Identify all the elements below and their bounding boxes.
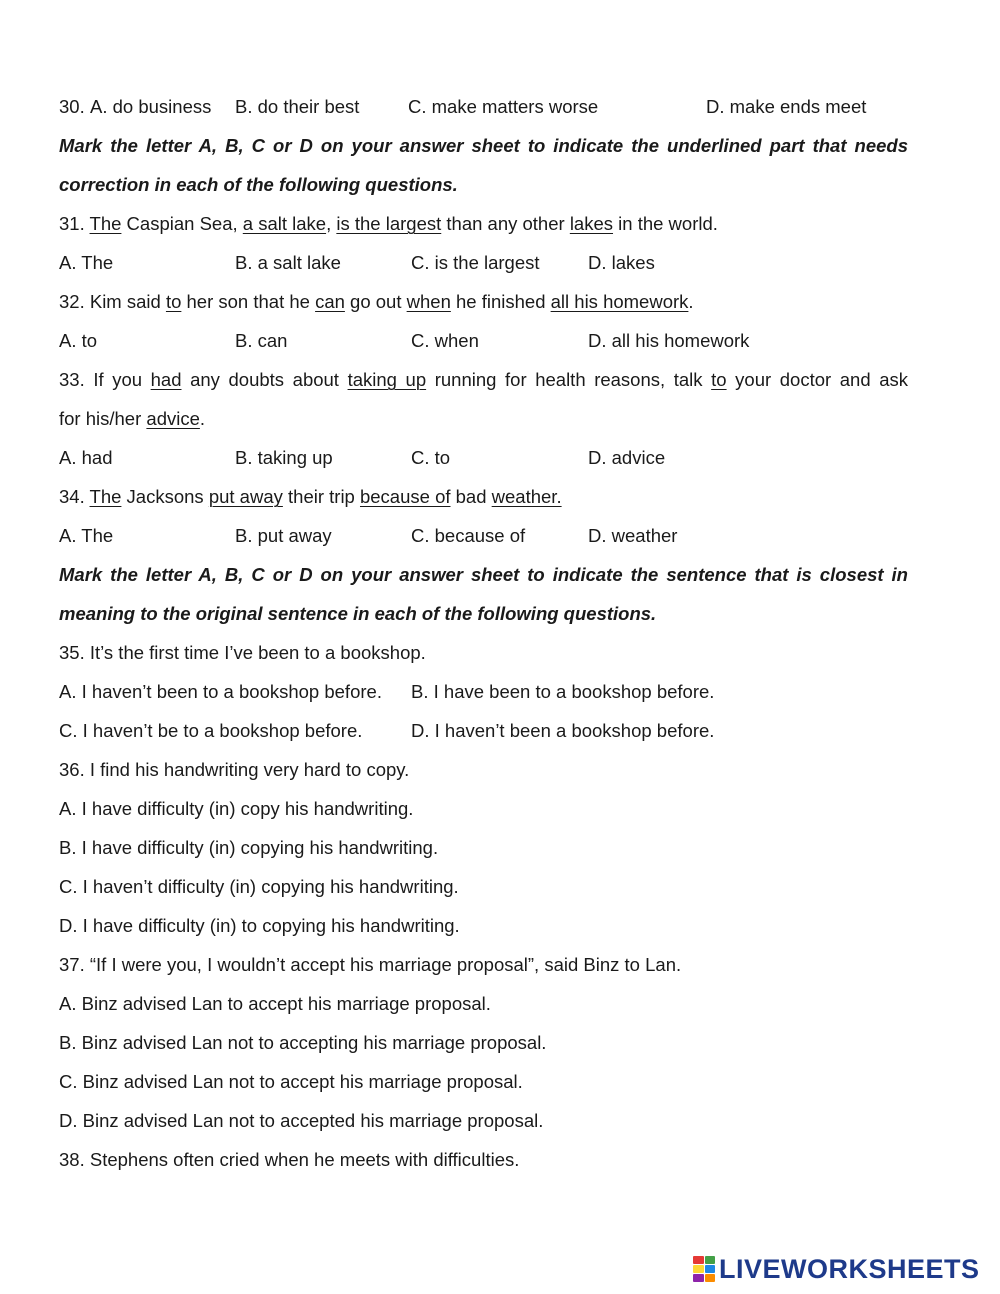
q34-option-d[interactable]: D. weather [588,525,678,546]
q31-option-d[interactable]: D. lakes [588,252,655,273]
q32-option-c[interactable]: C. when [411,330,479,351]
q36-option-a[interactable]: A. I have difficulty (in) copy his handwriting. [59,798,414,819]
q33-text: . [199,408,206,429]
q32-stem [59,282,908,321]
worksheet-page [59,87,908,1179]
q33-text: your doctor and ask [726,369,909,390]
q34-option-c[interactable]: C. because of [411,525,526,546]
q32-option-a[interactable]: A. to [59,330,98,351]
q34-text: Jacksons [121,486,209,507]
q31-text: in the world. [613,213,718,234]
q30-option-a[interactable]: A. do business [90,96,212,117]
q31-option-a[interactable]: A. The [59,252,114,273]
q33-underline-d: advice [146,408,200,429]
q32-underline-d: all his homework [550,291,689,312]
q33-option-a[interactable]: A. had [59,447,113,468]
q30-option-d[interactable]: D. make ends meet [706,96,867,117]
q35-options-ab [59,672,908,711]
q36-option-d[interactable]: D. I have difficulty (in) to copying his handwriting. [59,915,460,936]
q33-stem-line2 [59,399,908,438]
q32-underline-b: can [315,291,345,312]
q32-underline-a: to [165,291,182,312]
instruction-error-identification-line2: correction in each of the following questions. [59,174,458,195]
q33-options [59,438,908,477]
q31-number: 31. [59,213,85,234]
q32-underline-c: when [406,291,451,312]
q33-stem-line1 [59,360,908,399]
q35-option-b[interactable]: B. I have been to a bookshop before. [411,681,715,702]
q31-underline-c: is the largest [336,213,442,234]
q34-underline-b: put away [208,486,283,507]
q35-stem: 35. It’s the first time I’ve been to a bookshop. [59,642,426,663]
q36-stem: 36. I find his handwriting very hard to copy. [59,759,410,780]
q32-text: her son that he [181,291,316,312]
q31-underline-b: a salt lake [242,213,327,234]
q31-text: , [326,213,337,234]
q30-options [59,87,908,126]
q37-stem: 37. “If I were you, I wouldn’t accept his marriage proposal”, said Binz to Lan. [59,954,682,975]
q37-option-a[interactable]: A. Binz advised Lan to accept his marriage proposal. [59,993,491,1014]
q34-options [59,516,908,555]
q32-text: Kim said [84,291,166,312]
q33-underline-b: taking up [347,369,427,390]
q32-text: go out [344,291,407,312]
q31-underline-d: lakes [569,213,614,234]
q34-underline-c: because of [359,486,451,507]
q34-number: 34. [59,486,85,507]
q31-underline-a: The [89,213,122,234]
q31-options [59,243,908,282]
q35-option-d[interactable]: D. I haven’t been a bookshop before. [411,720,715,741]
q33-option-c[interactable]: C. to [411,447,451,468]
q37-option-c[interactable]: C. Binz advised Lan not to accept his marriage proposal. [59,1071,523,1092]
q32-text: he finished [450,291,551,312]
q33-text: If you [84,369,151,390]
liveworksheets-logo-text: LIVEWORKSHEETS [719,1253,980,1284]
q31-text: Caspian Sea, [121,213,243,234]
q33-text: for his/her [59,408,147,429]
q33-text: running for health reasons, talk [426,369,712,390]
q33-option-b[interactable]: B. taking up [235,447,333,468]
q37-option-d[interactable]: D. Binz advised Lan not to accepted his marriage proposal. [59,1110,544,1131]
q33-underline-c: to [711,369,727,390]
q34-option-a[interactable]: A. The [59,525,114,546]
q35-options-cd [59,711,908,750]
q32-option-b[interactable]: B. can [235,330,288,351]
q34-stem [59,477,908,516]
liveworksheets-logo-icon [693,1256,715,1282]
liveworksheets-logo [693,1252,993,1286]
q31-text: than any other [441,213,570,234]
q30-option-c[interactable]: C. make matters worse [408,96,599,117]
q33-underline-a: had [150,369,182,390]
q31-option-c[interactable]: C. is the largest [411,252,540,273]
q31-option-b[interactable]: B. a salt lake [235,252,341,273]
q34-text: bad [450,486,492,507]
q32-option-d[interactable]: D. all his homework [588,330,750,351]
q36-option-c[interactable]: C. I haven’t difficulty (in) copying his handwriting. [59,876,459,897]
q36-option-b[interactable]: B. I have difficulty (in) copying his handwriting. [59,837,439,858]
q34-underline-d: weather. [491,486,562,507]
instruction-sentence-transformation-line2: meaning to the original sentence in each of the following questions. [59,603,657,624]
q34-underline-a: The [89,486,122,507]
q37-option-b[interactable]: B. Binz advised Lan not to accepting his marriage proposal. [59,1032,547,1053]
q32-text: . [688,291,694,312]
q38-stem: 38. Stephens often cried when he meets with difficulties. [59,1149,520,1170]
q30-number: 30. [59,96,85,117]
instruction-error-identification-line1: Mark the letter A, B, C or D on your answer sheet to indicate the underlined part that needs [59,135,908,156]
q32-options [59,321,908,360]
q34-text: their trip [282,486,360,507]
instruction-sentence-transformation-line1: Mark the letter A, B, C or D on your answer sheet to indicate the sentence that is closest in [59,564,908,585]
q34-option-b[interactable]: B. put away [235,525,332,546]
q35-option-a[interactable]: A. I haven’t been to a bookshop before. [59,681,382,702]
q33-number: 33. [59,369,85,390]
q35-option-c[interactable]: C. I haven’t be to a bookshop before. [59,720,363,741]
q30-option-b[interactable]: B. do their best [235,96,360,117]
q32-number: 32. [59,291,85,312]
q33-text: any doubts about [181,369,348,390]
q31-stem [59,204,908,243]
q33-option-d[interactable]: D. advice [588,447,666,468]
